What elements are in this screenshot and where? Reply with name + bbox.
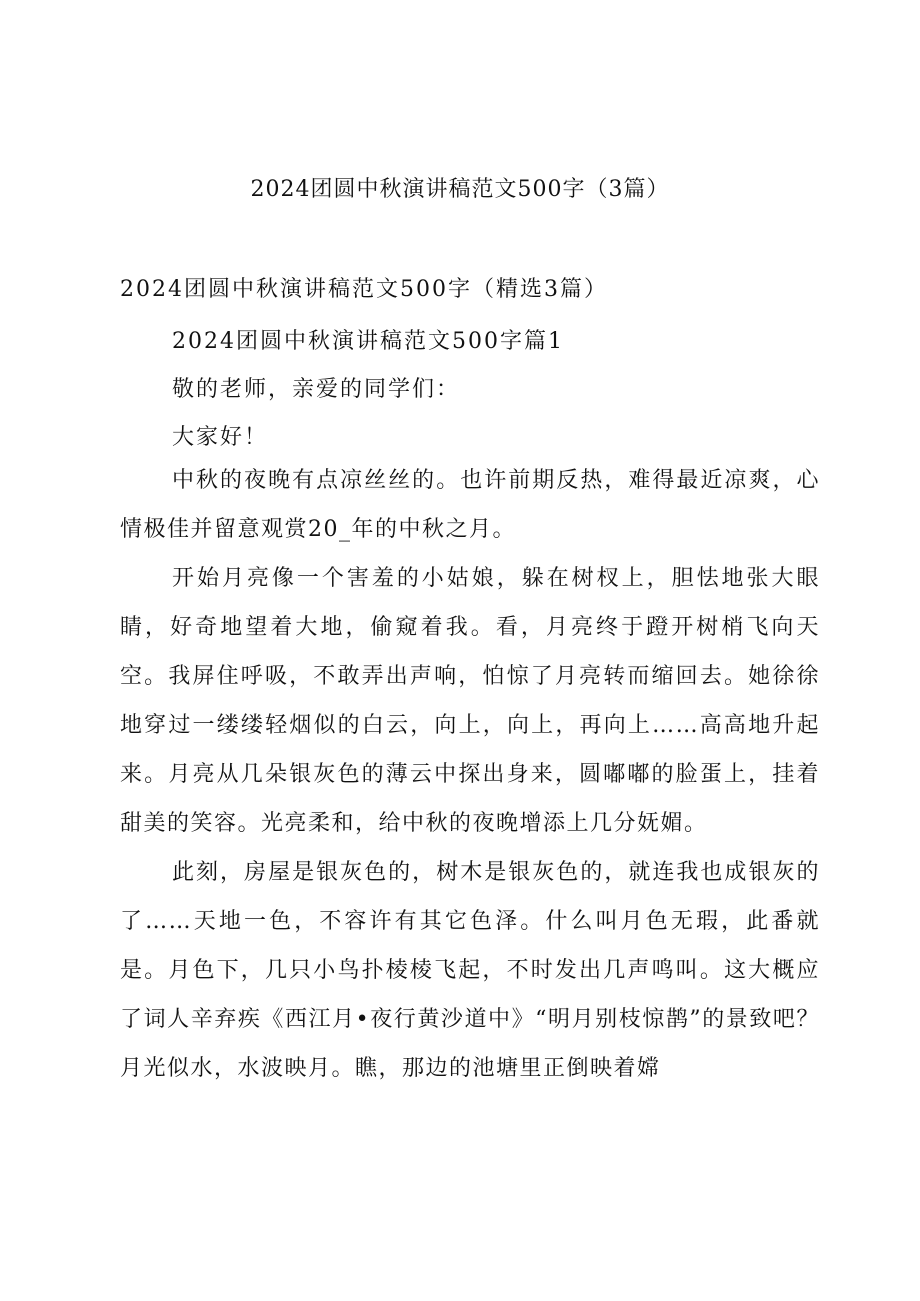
salutation: 敬的老师，亲爱的同学们： (172, 377, 461, 402)
document-subtitle: 2024团圆中秋演讲稿范文500字（精选3篇） (120, 277, 608, 302)
paragraph-1: 中秋的夜晚有点凉丝丝的。也许前期反热，难得最近凉爽，心情极佳并留意观赏20_年的中秋之月。 (120, 468, 820, 542)
section-heading: 2024团圆中秋演讲稿范文500字篇1 (172, 329, 564, 354)
paragraph-2: 开始月亮像一个害羞的小姑娘，躲在树杈上，胆怯地张大眼睛，好奇地望着大地，偷窥着我。看，月亮终于蹬开树梢飞向天空。我屏住呼吸，不敢弄出声响，怕惊了月亮转而缩回去。她徐徐地穿过一缕缕轻烟似的白云，向上，向上，再向上……高高地升起来。月亮从几朵银灰色的薄云中探出身来，圆嘟嘟的脸蛋上，挂着甜美的笑容。光亮柔和，给中秋的夜晚增添上几分妩媚。 (120, 566, 820, 836)
document-title: 2024团圆中秋演讲稿范文500字（3篇） (250, 177, 670, 202)
paragraph-3: 此刻，房屋是银灰色的，树木是银灰色的，就连我也成银灰的了……天地一色，不容许有其它色泽。什么叫月色无瑕，此番就是。月色下，几只小鸟扑棱棱飞起，不时发出几声鸣叫。这大概应了词人辛弃疾《西江月•夜行黄沙道中》“明月别枝惊鹊”的景致吧？月光似水，水波映月。瞧，那边的池塘里正倒映着嫦 (120, 860, 820, 1081)
greeting: 大家好！ (172, 425, 269, 450)
